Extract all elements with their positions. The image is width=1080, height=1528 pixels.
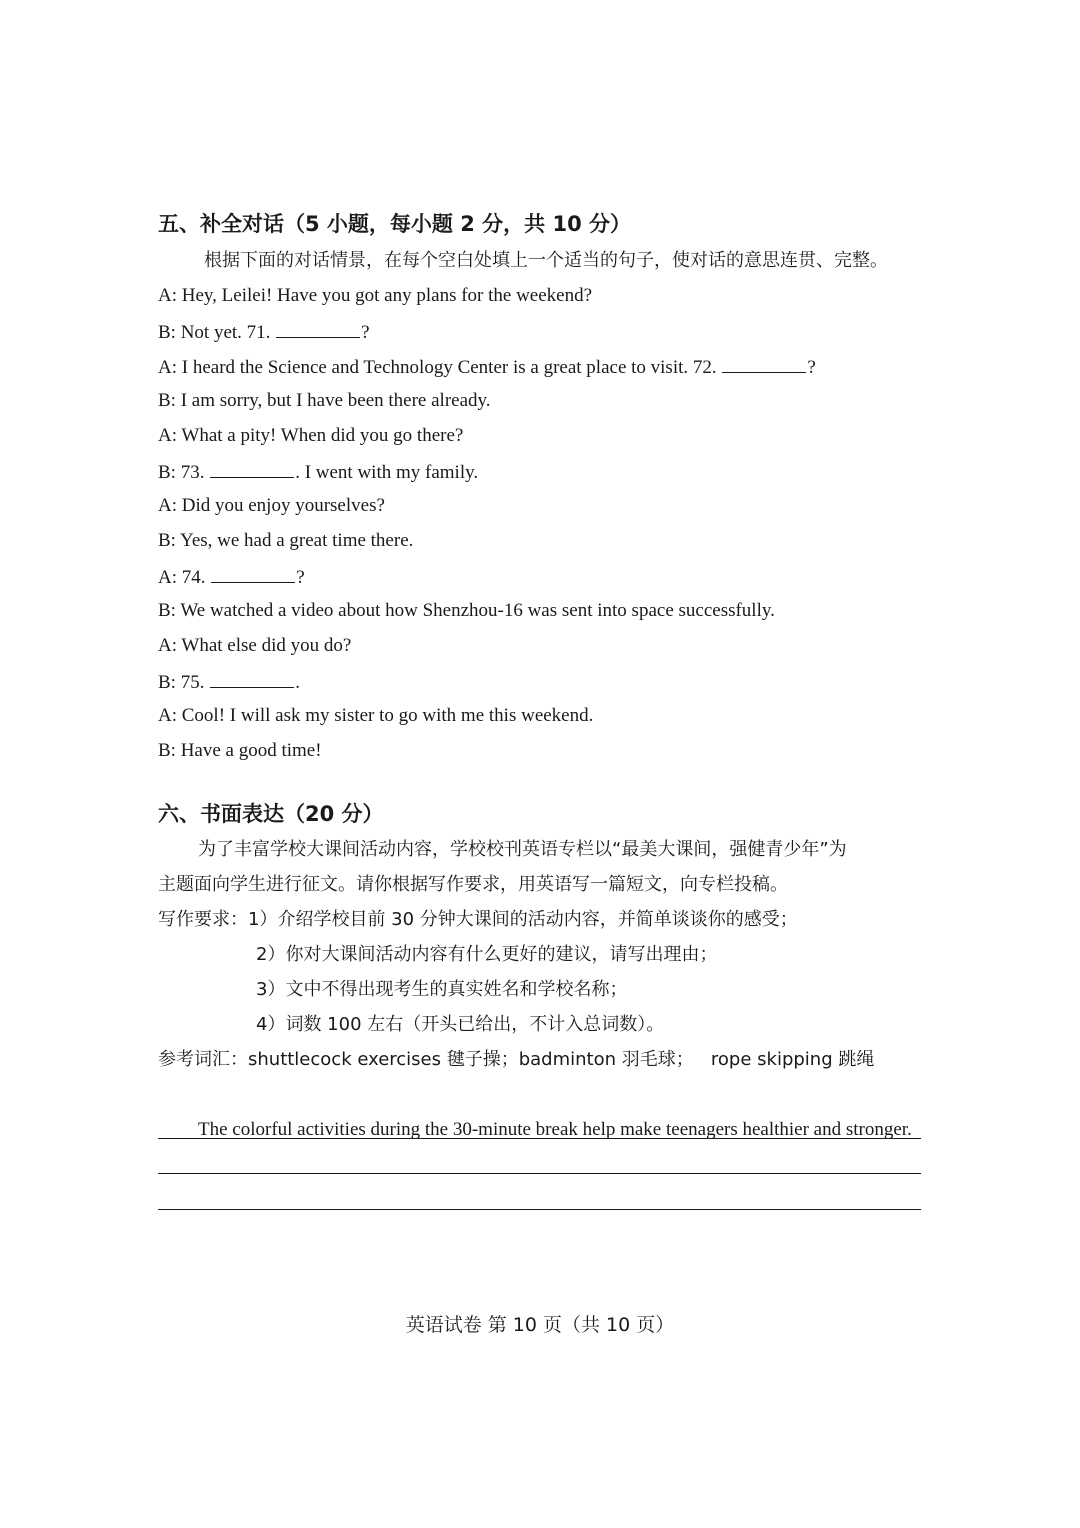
writing-line[interactable] — [158, 1173, 921, 1174]
dialogue-line-73: B: 73. . I went with my family. — [158, 459, 478, 485]
writing-line[interactable] — [158, 1209, 921, 1210]
dialogue-line: B: We watched a video about how Shenzhou-16 was sent into space successfully. — [158, 600, 775, 621]
dialogue-line: A: Did you enjoy yourselves? — [158, 495, 385, 516]
dialogue-line: A: Cool! I will ask my sister to go with me this weekend. — [158, 705, 594, 726]
dialogue-line: B: Yes, we had a great time there. — [158, 530, 414, 551]
writing-requirement-1: 写作要求：1）介绍学校目前 30 分钟大课间的活动内容，并简单谈谈你的感受； — [158, 909, 798, 930]
answer-blank-75[interactable] — [210, 669, 294, 688]
dialogue-line-71: B: Not yet. 71. ? — [158, 319, 370, 345]
page-footer: 英语试卷 第 10 页（共 10 页） — [405, 1314, 675, 1336]
answer-blank-73[interactable] — [210, 459, 294, 478]
dialogue-line-74: A: 74. ? — [158, 564, 305, 590]
dialogue-line: B: I am sorry, but I have been there already. — [158, 390, 491, 411]
writing-prompt: 主题面向学生进行征文。请你根据写作要求，用英语写一篇短文，向专栏投稿。 — [158, 874, 788, 895]
writing-prompt: 为了丰富学校大课间活动内容，学校校刊英语专栏以“最美大课间，强健青少年”为 — [198, 839, 847, 860]
answer-blank-72[interactable] — [722, 354, 806, 373]
answer-blank-71[interactable] — [276, 319, 360, 338]
section5-instruction: 根据下面的对话情景，在每个空白处填上一个适当的句子，使对话的意思连贯、完整。 — [204, 250, 888, 271]
section5-heading: 五、补全对话（5 小题，每小题 2 分，共 10 分） — [158, 212, 632, 236]
answer-blank-74[interactable] — [211, 564, 295, 583]
writing-line[interactable] — [158, 1138, 921, 1139]
dialogue-line: A: What else did you do? — [158, 635, 352, 656]
section6-heading: 六、书面表达（20 分） — [158, 802, 384, 826]
dialogue-line: A: Hey, Leilei! Have you got any plans for the weekend? — [158, 285, 593, 306]
dialogue-line: B: Have a good time! — [158, 740, 322, 761]
dialogue-line-72: A: I heard the Science and Technology Center is a great place to visit. 72. ? — [158, 354, 816, 380]
opening-sentence: The colorful activities during the 30-minute break help make teenagers healthier and stronger. — [198, 1119, 912, 1140]
dialogue-line: A: What a pity! When did you go there? — [158, 425, 464, 446]
reference-vocabulary: 参考词汇：shuttlecock exercises 毽子操；badminton 羽毛球； rope skipping 跳绳 — [158, 1049, 875, 1070]
writing-requirement-3: 3）文中不得出现考生的真实姓名和学校名称； — [256, 979, 628, 1000]
writing-requirement-2: 2）你对大课间活动内容有什么更好的建议，请写出理由； — [256, 944, 718, 965]
writing-requirement-4: 4）词数 100 左右（开头已给出，不计入总词数）。 — [256, 1014, 665, 1035]
dialogue-line-75: B: 75. . — [158, 669, 300, 695]
